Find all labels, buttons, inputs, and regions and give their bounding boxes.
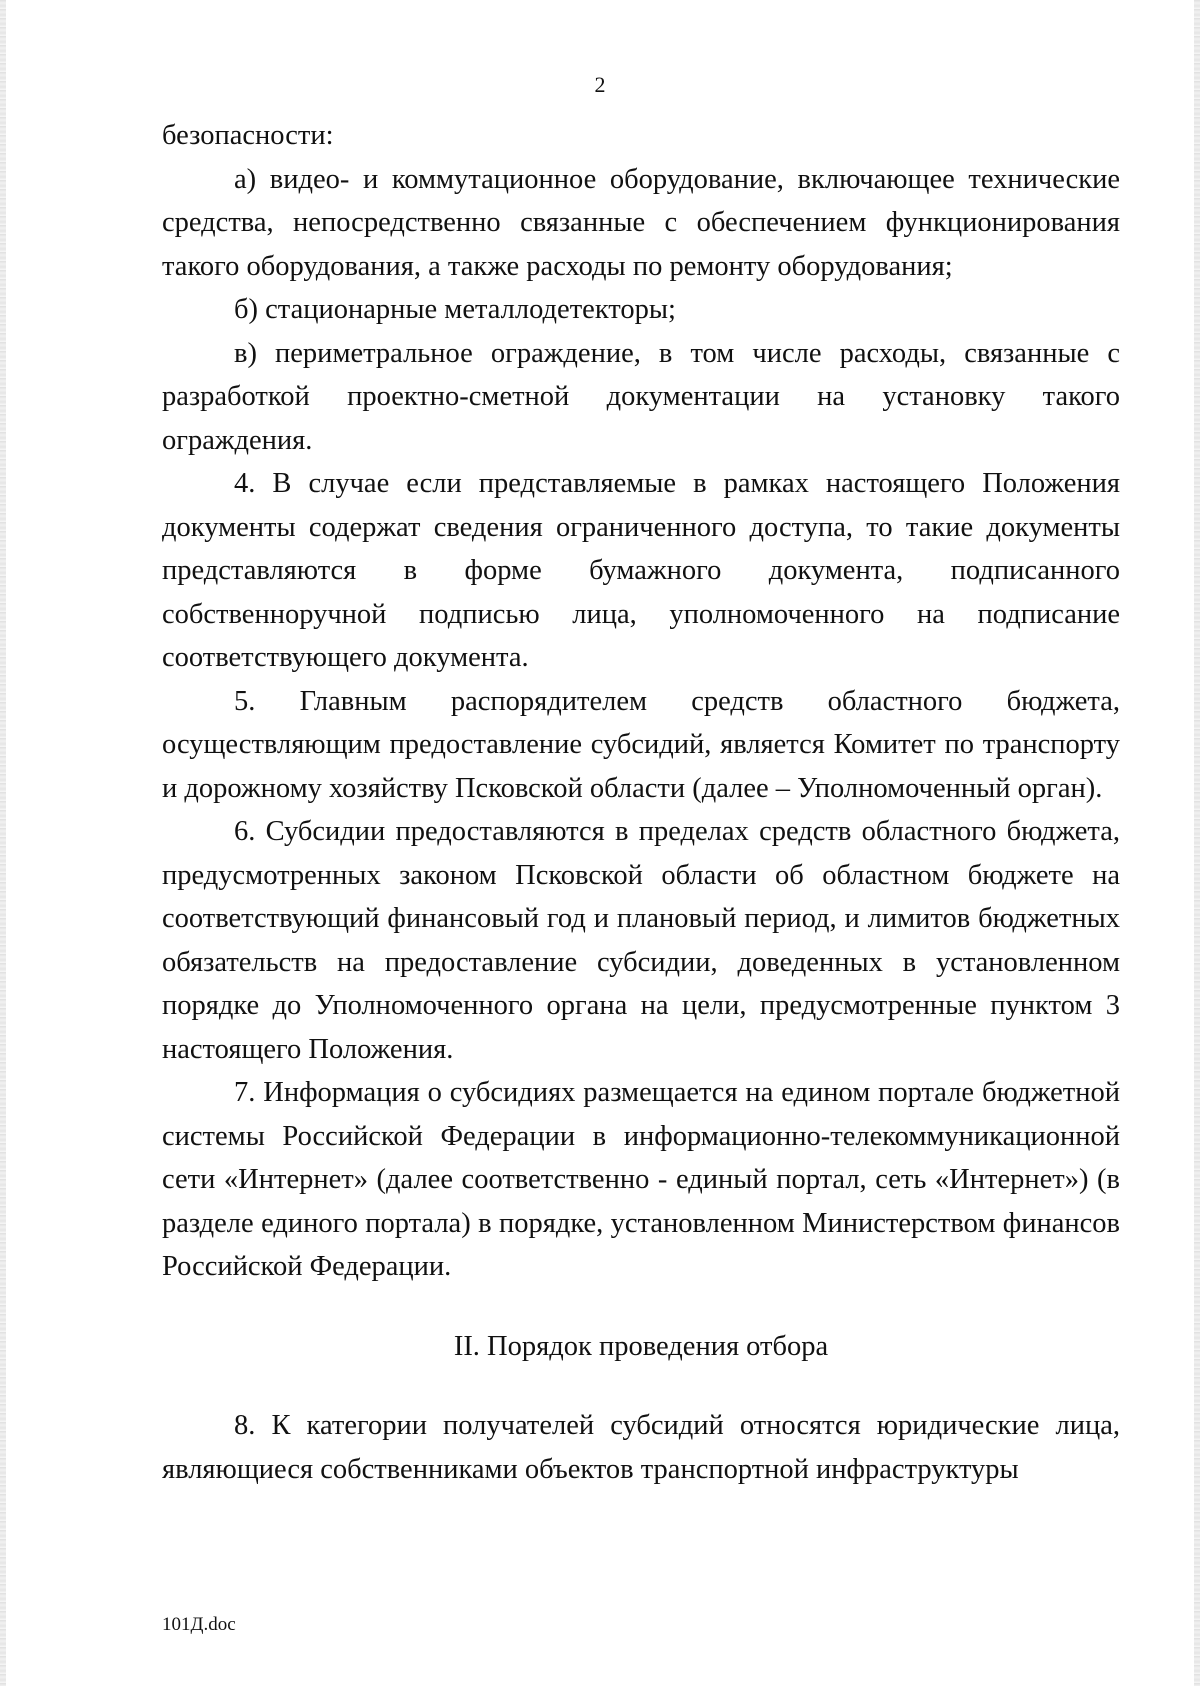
- paragraph: б) стационарные металлодетекторы;: [234, 294, 676, 325]
- paragraph: 7. Информация о субсидиях размещается на едином портале бюджетной системы Российской Федерации в информационно-телекоммуникационной сети «Интернет» (далее соответственно - единый портал, сеть «Интернет») (в разделе единого портала) в порядке, установленном Министерством финансов Российской Федерации.: [162, 1077, 1120, 1282]
- paragraphs-after-heading: [162, 1404, 1120, 1491]
- paragraph: а) видео- и коммутационное оборудование, включающее технические средства, непосредственно связанные с обеспечением функционирования такого оборудования, а также расходы по ремонту оборудования;: [162, 163, 1120, 282]
- section-heading: II. Порядок проведения отбора: [453, 1330, 829, 1362]
- paragraph: 5. Главным распорядителем средств областного бюджета, осуществляющим предоставление субсидий, является Комитет по транспорту и дорожному хозяйству Псковской области (далее – Уполномоченный орган).: [162, 685, 1120, 804]
- paragraph: безопасности:: [162, 120, 334, 151]
- paragraph: 4. В случае если представляемые в рамках настоящего Положения документы содержат сведения ограниченного доступа, то такие документы представляются в форме бумажного документа, подписанного собственноручной подписью лица, уполномоченного на подписание соответствующего документа.: [162, 468, 1120, 673]
- paragraph: 8. К категории получателей субсидий относятся юридические лица, являющиеся собственниками объектов транспортной инфраструктуры: [162, 1410, 1120, 1485]
- footer-filename: 101Д.doc: [162, 1614, 236, 1635]
- paragraph: 6. Субсидии предоставляются в пределах средств областного бюджета, предусмотренных законом Псковской области об областном бюджете на соответствующий финансовый год и плановый период, и лимитов бюджетных обязательств на предоставление субсидии, доведенных в установленном порядке до Уполномоченного органа на цели, предусмотренные пунктом 3 настоящего Положения.: [162, 816, 1120, 1065]
- paragraph: в) периметральное ограждение, в том числе расходы, связанные с разработкой проектно-сметной документации на установку такого ограждения.: [162, 337, 1120, 456]
- page-number: 2: [594, 72, 606, 97]
- document-body: [162, 114, 1120, 1491]
- paragraphs-before-heading: [162, 114, 1120, 1289]
- scan-edge-left: [0, 0, 6, 1686]
- scan-edge-right: [1194, 0, 1200, 1686]
